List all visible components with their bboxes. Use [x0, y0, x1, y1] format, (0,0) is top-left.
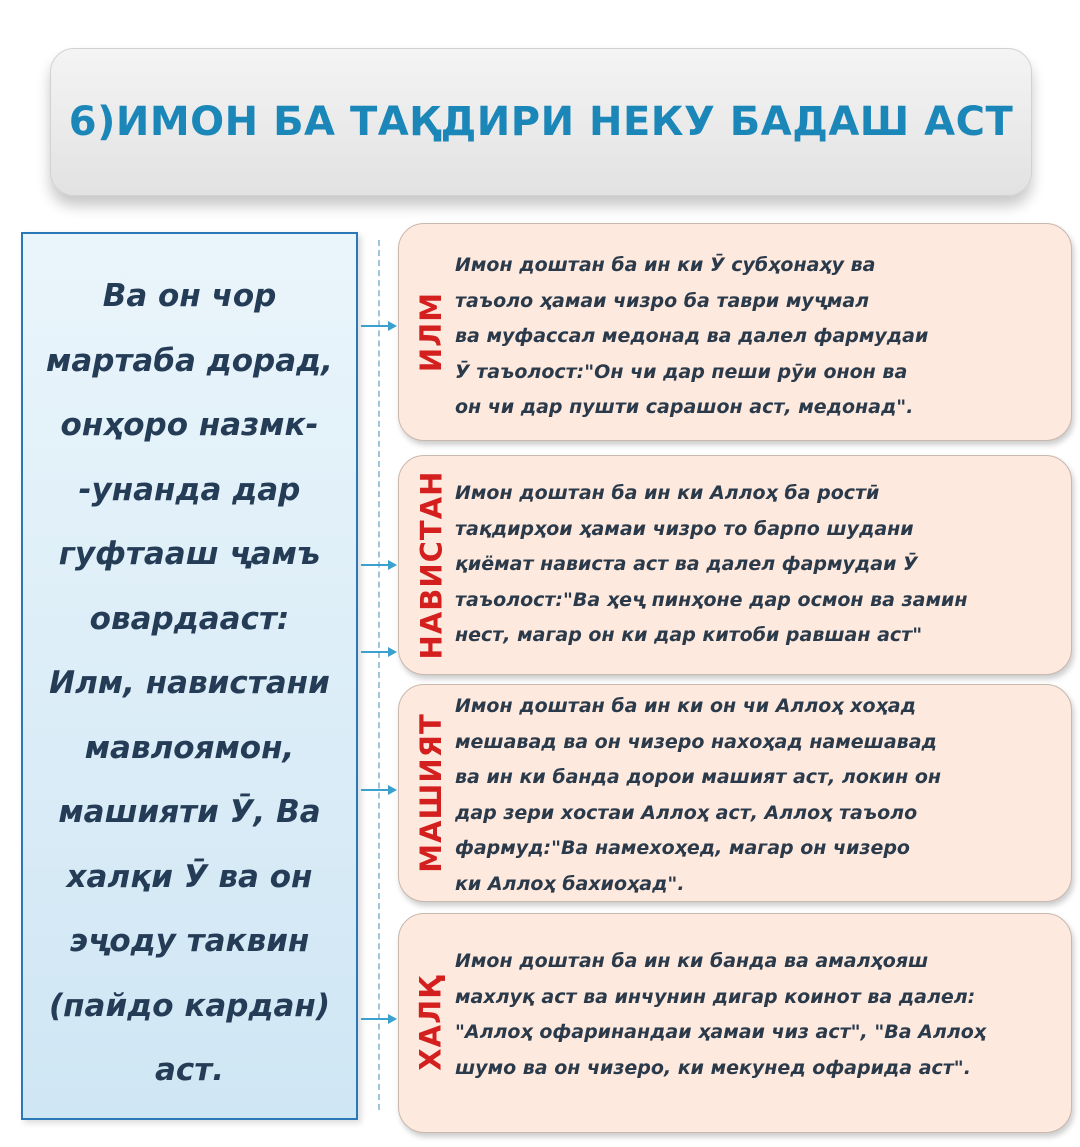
card-line: шумо ва он чизеро, ки мекунед офарида аст".	[455, 1056, 971, 1079]
intro-line: гуфтааш ҷамъ	[58, 536, 321, 572]
intro-line: мавлоямон,	[84, 729, 295, 766]
intro-line: Илм, навистани	[49, 665, 330, 701]
arrow-icon	[361, 1012, 397, 1026]
card-line: Имон доштан ба ин ки Аллоҳ ба ростӣ	[455, 482, 880, 504]
arrow-icon	[361, 783, 397, 797]
card-text	[455, 944, 1057, 1086]
card-line: ки Аллоҳ бахиоҳад".	[455, 872, 685, 895]
intro-line: -унанда дар	[78, 471, 301, 508]
card-line: тақдирҳои ҳамаи чизро то барпо шудани	[455, 517, 914, 540]
card-line: нест, магар он ки дар китоби равшан аст"	[455, 624, 923, 646]
card-line: таъоло ҳамаи чизро ба таври муҷмал	[455, 289, 870, 312]
intro-line: мартаба дорад,	[46, 342, 333, 379]
card-ilm	[398, 223, 1072, 441]
card-line: Имон доштан ба ин ки Ӯ субҳонаҳу ва	[455, 254, 876, 276]
card-line: фармуд:"Ва намехоҳед, магар он чизеро	[455, 837, 910, 859]
card-line: дар зери хостаи Аллоҳ аст, Аллоҳ таъоло	[455, 801, 918, 824]
intro-line: эҷоду таквин	[69, 923, 310, 959]
arrow-icon	[361, 645, 397, 659]
card-text	[455, 248, 1057, 426]
card-navistan	[398, 455, 1072, 675]
card-line: "Аллоҳ офаринандаи ҳамаи чиз аст", "Ва Аллоҳ	[455, 1021, 987, 1043]
intro-line: халқи Ӯ ва он	[66, 858, 313, 895]
card-text	[455, 689, 1057, 902]
card-line: ва ин ки банда дорои машият аст, локин он	[455, 766, 942, 788]
intro-panel	[21, 232, 358, 1120]
card-line: таъолост:"Ва ҳеҷ пинҳоне дар осмон ва замин	[455, 588, 968, 611]
arrow-icon	[361, 558, 397, 572]
card-line: Имон доштан ба ин ки он чи Аллоҳ хоҳад	[455, 695, 916, 717]
card-line: қиёмат нависта аст ва далел фармудаи Ӯ	[455, 553, 918, 575]
card-mashiyat	[398, 684, 1072, 902]
card-label: МАШИЯТ	[414, 713, 449, 873]
arrow-icon	[361, 319, 397, 333]
page-title: 6)ИМОН БА ТАҚДИРИ НЕКУ БАДАШ АСТ	[68, 99, 1014, 145]
card-text	[455, 476, 1057, 654]
card-label: ИЛМ	[414, 291, 448, 373]
card-line: ва муфассал медонад ва далел фармудаи	[455, 325, 929, 347]
card-khalq	[398, 913, 1072, 1133]
card-label: ХАЛҚ	[414, 975, 448, 1071]
title-banner	[50, 48, 1032, 196]
card-line: Ӯ таъолост:"Он чи дар пеши рӯи онон ва	[455, 360, 908, 383]
intro-line: овардааст:	[89, 600, 290, 637]
card-line: мешавад ва он чизеро нахоҳад намешавад	[455, 730, 937, 753]
card-label: НАВИСТАН	[414, 470, 448, 660]
intro-line: (пайдо кардан)	[48, 987, 331, 1024]
card-line: махлуқ аст ва инчунин дигар коинот ва далел:	[455, 985, 976, 1008]
intro-line: Ва он чор	[102, 278, 277, 314]
connector-line	[378, 240, 380, 1110]
intro-line: онҳоро назмк-	[60, 407, 319, 443]
intro-line: аст.	[154, 1052, 225, 1088]
intro-line: машияти Ӯ, Ва	[58, 794, 321, 830]
card-line: Имон доштан ба ин ки банда ва амалҳояш	[455, 950, 929, 972]
intro-text	[23, 234, 356, 1103]
card-line: он чи дар пушти сарашон аст, медонад".	[455, 396, 914, 418]
